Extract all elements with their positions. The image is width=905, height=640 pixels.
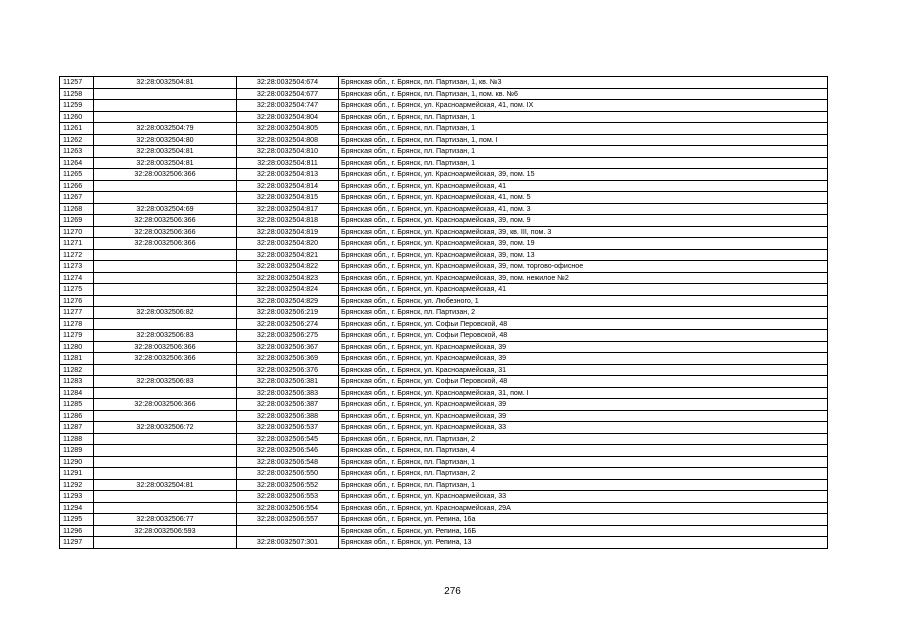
table-row xyxy=(60,525,828,537)
table-row xyxy=(60,307,828,319)
cadastral-number-cell: 32:28:0032504:813 xyxy=(237,169,339,181)
parent-cadastral-number-cell: 32:28:0032504:81 xyxy=(94,157,237,169)
parent-cadastral-number-cell xyxy=(94,502,237,514)
row-number-cell: 11279 xyxy=(60,330,94,342)
parent-cadastral-number-cell: 32:28:0032506:366 xyxy=(94,399,237,411)
parent-cadastral-number-cell: 32:28:0032506:366 xyxy=(94,169,237,181)
row-number-cell: 11285 xyxy=(60,399,94,411)
table-row xyxy=(60,410,828,422)
table-row xyxy=(60,180,828,192)
cadastral-number-cell: 32:28:0032506:388 xyxy=(237,410,339,422)
cadastral-number-cell: 32:28:0032504:817 xyxy=(237,203,339,215)
row-number-cell: 11259 xyxy=(60,100,94,112)
address-cell: Брянская обл., г. Брянск, ул. Красноармейская, 33 xyxy=(339,422,828,434)
row-number-cell: 11268 xyxy=(60,203,94,215)
cadastral-table xyxy=(59,76,828,549)
table-row xyxy=(60,353,828,365)
address-cell: Брянская обл., г. Брянск, ул. Любезного, 1 xyxy=(339,295,828,307)
address-cell: Брянская обл., г. Брянск, ул. Красноармейская, 31, пом. I xyxy=(339,387,828,399)
table-row xyxy=(60,295,828,307)
cadastral-number-cell: 32:28:0032507:301 xyxy=(237,537,339,549)
row-number-cell: 11295 xyxy=(60,514,94,526)
parent-cadastral-number-cell xyxy=(94,364,237,376)
cadastral-number-cell: 32:28:0032506:550 xyxy=(237,468,339,480)
parent-cadastral-number-cell: 32:28:0032504:80 xyxy=(94,134,237,146)
row-number-cell: 11290 xyxy=(60,456,94,468)
row-number-cell: 11287 xyxy=(60,422,94,434)
parent-cadastral-number-cell xyxy=(94,100,237,112)
cadastral-number-cell: 32:28:0032506:387 xyxy=(237,399,339,411)
cadastral-number-cell: 32:28:0032504:814 xyxy=(237,180,339,192)
table-row xyxy=(60,422,828,434)
table-row xyxy=(60,261,828,273)
cadastral-number-cell: 32:28:0032506:376 xyxy=(237,364,339,376)
parent-cadastral-number-cell xyxy=(94,537,237,549)
address-cell: Брянская обл., г. Брянск, ул. Репина, 13 xyxy=(339,537,828,549)
page-number: 276 xyxy=(444,586,461,597)
parent-cadastral-number-cell: 32:28:0032506:366 xyxy=(94,341,237,353)
address-cell: Брянская обл., г. Брянск, пл. Партизан, 1 xyxy=(339,456,828,468)
parent-cadastral-number-cell xyxy=(94,433,237,445)
parent-cadastral-number-cell: 32:28:0032506:82 xyxy=(94,307,237,319)
cadastral-number-cell: 32:28:0032504:805 xyxy=(237,123,339,135)
cadastral-number-cell: 32:28:0032504:829 xyxy=(237,295,339,307)
parent-cadastral-number-cell xyxy=(94,387,237,399)
address-cell: Брянская обл., г. Брянск, ул. Красноармейская, 39 xyxy=(339,399,828,411)
address-cell: Брянская обл., г. Брянск, пл. Партизан, 1 xyxy=(339,111,828,123)
address-cell: Брянская обл., г. Брянск, ул. Красноармейская, 41, пом. IX xyxy=(339,100,828,112)
row-number-cell: 11266 xyxy=(60,180,94,192)
address-cell: Брянская обл., г. Брянск, пл. Партизан, 2 xyxy=(339,468,828,480)
table-row xyxy=(60,169,828,181)
row-number-cell: 11277 xyxy=(60,307,94,319)
address-cell: Брянская обл., г. Брянск, пл. Партизан, 2 xyxy=(339,433,828,445)
cadastral-number-cell: 32:28:0032504:810 xyxy=(237,146,339,158)
address-cell: Брянская обл., г. Брянск, пл. Партизан, 1 xyxy=(339,479,828,491)
parent-cadastral-number-cell xyxy=(94,491,237,503)
row-number-cell: 11296 xyxy=(60,525,94,537)
table-row xyxy=(60,364,828,376)
parent-cadastral-number-cell xyxy=(94,295,237,307)
address-cell: Брянская обл., г. Брянск, ул. Красноармейская, 39, пом. нежилое №2 xyxy=(339,272,828,284)
parent-cadastral-number-cell xyxy=(94,249,237,261)
parent-cadastral-number-cell xyxy=(94,318,237,330)
parent-cadastral-number-cell: 32:28:0032504:81 xyxy=(94,146,237,158)
address-cell: Брянская обл., г. Брянск, пл. Партизан, 2 xyxy=(339,307,828,319)
row-number-cell: 11263 xyxy=(60,146,94,158)
cadastral-number-cell: 32:28:0032506:552 xyxy=(237,479,339,491)
parent-cadastral-number-cell xyxy=(94,468,237,480)
address-cell: Брянская обл., г. Брянск, ул. Софьи Перовской, 48 xyxy=(339,318,828,330)
row-number-cell: 11291 xyxy=(60,468,94,480)
table-row xyxy=(60,514,828,526)
address-cell: Брянская обл., г. Брянск, ул. Красноармейская, 41 xyxy=(339,180,828,192)
row-number-cell: 11280 xyxy=(60,341,94,353)
table-row xyxy=(60,88,828,100)
address-cell: Брянская обл., г. Брянск, пл. Партизан, 4 xyxy=(339,445,828,457)
table-row xyxy=(60,157,828,169)
cadastral-number-cell: 32:28:0032504:815 xyxy=(237,192,339,204)
row-number-cell: 11265 xyxy=(60,169,94,181)
cadastral-number-cell: 32:28:0032504:808 xyxy=(237,134,339,146)
row-number-cell: 11271 xyxy=(60,238,94,250)
cadastral-number-cell: 32:28:0032506:557 xyxy=(237,514,339,526)
cadastral-number-cell: 32:28:0032506:545 xyxy=(237,433,339,445)
table-row xyxy=(60,479,828,491)
address-cell: Брянская обл., г. Брянск, ул. Софьи Перовской, 48 xyxy=(339,330,828,342)
cadastral-number-cell: 32:28:0032506:553 xyxy=(237,491,339,503)
address-cell: Брянская обл., г. Брянск, ул. Красноармейская, 39, пом. 9 xyxy=(339,215,828,227)
address-cell: Брянская обл., г. Брянск, ул. Красноармейская, 41 xyxy=(339,284,828,296)
row-number-cell: 11294 xyxy=(60,502,94,514)
row-number-cell: 11288 xyxy=(60,433,94,445)
table-row xyxy=(60,100,828,112)
row-number-cell: 11289 xyxy=(60,445,94,457)
parent-cadastral-number-cell xyxy=(94,261,237,273)
row-number-cell: 11286 xyxy=(60,410,94,422)
address-cell: Брянская обл., г. Брянск, ул. Красноармейская, 31 xyxy=(339,364,828,376)
row-number-cell: 11278 xyxy=(60,318,94,330)
cadastral-number-cell: 32:28:0032506:219 xyxy=(237,307,339,319)
row-number-cell: 11272 xyxy=(60,249,94,261)
address-cell: Брянская обл., г. Брянск, пл. Партизан, 1 xyxy=(339,157,828,169)
cadastral-number-cell: 32:28:0032504:821 xyxy=(237,249,339,261)
row-number-cell: 11292 xyxy=(60,479,94,491)
cadastral-number-cell: 32:28:0032506:369 xyxy=(237,353,339,365)
table-row xyxy=(60,123,828,135)
table-row xyxy=(60,330,828,342)
parent-cadastral-number-cell xyxy=(94,180,237,192)
row-number-cell: 11297 xyxy=(60,537,94,549)
parent-cadastral-number-cell xyxy=(94,192,237,204)
address-cell: Брянская обл., г. Брянск, пл. Партизан, 1, пом. I xyxy=(339,134,828,146)
table-row xyxy=(60,192,828,204)
row-number-cell: 11260 xyxy=(60,111,94,123)
cadastral-number-cell: 32:28:0032504:818 xyxy=(237,215,339,227)
table-row xyxy=(60,456,828,468)
parent-cadastral-number-cell: 32:28:0032504:79 xyxy=(94,123,237,135)
cadastral-number-cell: 32:28:0032504:824 xyxy=(237,284,339,296)
row-number-cell: 11264 xyxy=(60,157,94,169)
table-row xyxy=(60,399,828,411)
row-number-cell: 11282 xyxy=(60,364,94,376)
address-cell: Брянская обл., г. Брянск, пл. Партизан, 1 xyxy=(339,146,828,158)
table-row xyxy=(60,203,828,215)
cadastral-number-cell: 32:28:0032506:383 xyxy=(237,387,339,399)
parent-cadastral-number-cell: 32:28:0032506:77 xyxy=(94,514,237,526)
parent-cadastral-number-cell: 32:28:0032506:366 xyxy=(94,215,237,227)
address-cell: Брянская обл., г. Брянск, ул. Красноармейская, 39, пом. 19 xyxy=(339,238,828,250)
table-row xyxy=(60,468,828,480)
row-number-cell: 11270 xyxy=(60,226,94,238)
cadastral-number-cell: 32:28:0032506:381 xyxy=(237,376,339,388)
cadastral-number-cell: 32:28:0032504:811 xyxy=(237,157,339,169)
table-row xyxy=(60,146,828,158)
table-row xyxy=(60,215,828,227)
parent-cadastral-number-cell: 32:28:0032506:83 xyxy=(94,376,237,388)
table-row xyxy=(60,502,828,514)
table-row xyxy=(60,284,828,296)
table-row xyxy=(60,111,828,123)
parent-cadastral-number-cell: 32:28:0032504:69 xyxy=(94,203,237,215)
cadastral-number-cell: 32:28:0032506:367 xyxy=(237,341,339,353)
parent-cadastral-number-cell xyxy=(94,410,237,422)
cadastral-number-cell: 32:28:0032504:677 xyxy=(237,88,339,100)
table-row xyxy=(60,491,828,503)
address-cell: Брянская обл., г. Брянск, ул. Красноармейская, 41, пом. 5 xyxy=(339,192,828,204)
address-cell: Брянская обл., г. Брянск, пл. Партизан, 1, кв. №3 xyxy=(339,77,828,89)
cadastral-number-cell: 32:28:0032504:819 xyxy=(237,226,339,238)
cadastral-number-cell: 32:28:0032506:275 xyxy=(237,330,339,342)
row-number-cell: 11258 xyxy=(60,88,94,100)
row-number-cell: 11273 xyxy=(60,261,94,273)
address-cell: Брянская обл., г. Брянск, ул. Красноармейская, 39 xyxy=(339,341,828,353)
table-row xyxy=(60,433,828,445)
table-row xyxy=(60,77,828,89)
parent-cadastral-number-cell xyxy=(94,445,237,457)
table-row xyxy=(60,387,828,399)
parent-cadastral-number-cell: 32:28:0032506:72 xyxy=(94,422,237,434)
row-number-cell: 11293 xyxy=(60,491,94,503)
cadastral-number-cell: 32:28:0032504:822 xyxy=(237,261,339,273)
table-row xyxy=(60,341,828,353)
row-number-cell: 11275 xyxy=(60,284,94,296)
parent-cadastral-number-cell: 32:28:0032504:81 xyxy=(94,479,237,491)
parent-cadastral-number-cell xyxy=(94,456,237,468)
address-cell: Брянская обл., г. Брянск, ул. Красноармейская, 39 xyxy=(339,410,828,422)
cadastral-number-cell: 32:28:0032504:747 xyxy=(237,100,339,112)
address-cell: Брянская обл., г. Брянск, пл. Партизан, 1 xyxy=(339,123,828,135)
parent-cadastral-number-cell: 32:28:0032506:366 xyxy=(94,238,237,250)
address-cell: Брянская обл., г. Брянск, ул. Красноармейская, 29А xyxy=(339,502,828,514)
cadastral-number-cell: 32:28:0032504:820 xyxy=(237,238,339,250)
cadastral-number-cell: 32:28:0032504:804 xyxy=(237,111,339,123)
table-row xyxy=(60,537,828,549)
row-number-cell: 11257 xyxy=(60,77,94,89)
table-row xyxy=(60,238,828,250)
row-number-cell: 11276 xyxy=(60,295,94,307)
row-number-cell: 11269 xyxy=(60,215,94,227)
row-number-cell: 11267 xyxy=(60,192,94,204)
table-row xyxy=(60,249,828,261)
address-cell: Брянская обл., г. Брянск, ул. Красноармейская, 39, кв. III, пом. 3 xyxy=(339,226,828,238)
parent-cadastral-number-cell: 32:28:0032504:81 xyxy=(94,77,237,89)
table-row xyxy=(60,318,828,330)
parent-cadastral-number-cell xyxy=(94,111,237,123)
address-cell: Брянская обл., г. Брянск, ул. Репина, 16а xyxy=(339,514,828,526)
cadastral-number-cell: 32:28:0032504:674 xyxy=(237,77,339,89)
parent-cadastral-number-cell: 32:28:0032506:366 xyxy=(94,226,237,238)
address-cell: Брянская обл., г. Брянск, ул. Красноармейская, 39, пом. 15 xyxy=(339,169,828,181)
cadastral-number-cell: 32:28:0032504:823 xyxy=(237,272,339,284)
table-row xyxy=(60,272,828,284)
cadastral-number-cell: 32:28:0032506:537 xyxy=(237,422,339,434)
row-number-cell: 11281 xyxy=(60,353,94,365)
address-cell: Брянская обл., г. Брянск, ул. Репина, 16Б xyxy=(339,525,828,537)
table-row xyxy=(60,226,828,238)
parent-cadastral-number-cell: 32:28:0032506:83 xyxy=(94,330,237,342)
address-cell: Брянская обл., г. Брянск, ул. Красноармейская, 39 xyxy=(339,353,828,365)
cadastral-number-cell: 32:28:0032506:548 xyxy=(237,456,339,468)
row-number-cell: 11261 xyxy=(60,123,94,135)
parent-cadastral-number-cell xyxy=(94,88,237,100)
parent-cadastral-number-cell xyxy=(94,284,237,296)
cadastral-number-cell xyxy=(237,525,339,537)
address-cell: Брянская обл., г. Брянск, ул. Красноармейская, 41, пом. 3 xyxy=(339,203,828,215)
cadastral-number-cell: 32:28:0032506:554 xyxy=(237,502,339,514)
address-cell: Брянская обл., г. Брянск, пл. Партизан, 1, пом. кв. №6 xyxy=(339,88,828,100)
row-number-cell: 11283 xyxy=(60,376,94,388)
table-row xyxy=(60,134,828,146)
table-body xyxy=(60,77,828,549)
table-row xyxy=(60,376,828,388)
address-cell: Брянская обл., г. Брянск, ул. Красноармейская, 39, пом. 13 xyxy=(339,249,828,261)
row-number-cell: 11262 xyxy=(60,134,94,146)
parent-cadastral-number-cell: 32:28:0032506:593 xyxy=(94,525,237,537)
address-cell: Брянская обл., г. Брянск, ул. Софьи Перовской, 48 xyxy=(339,376,828,388)
cadastral-number-cell: 32:28:0032506:546 xyxy=(237,445,339,457)
row-number-cell: 11284 xyxy=(60,387,94,399)
row-number-cell: 11274 xyxy=(60,272,94,284)
table-row xyxy=(60,445,828,457)
address-cell: Брянская обл., г. Брянск, ул. Красноармейская, 39, пом. торгово-офисное xyxy=(339,261,828,273)
parent-cadastral-number-cell: 32:28:0032506:366 xyxy=(94,353,237,365)
address-cell: Брянская обл., г. Брянск, ул. Красноармейская, 33 xyxy=(339,491,828,503)
parent-cadastral-number-cell xyxy=(94,272,237,284)
cadastral-number-cell: 32:28:0032506:274 xyxy=(237,318,339,330)
